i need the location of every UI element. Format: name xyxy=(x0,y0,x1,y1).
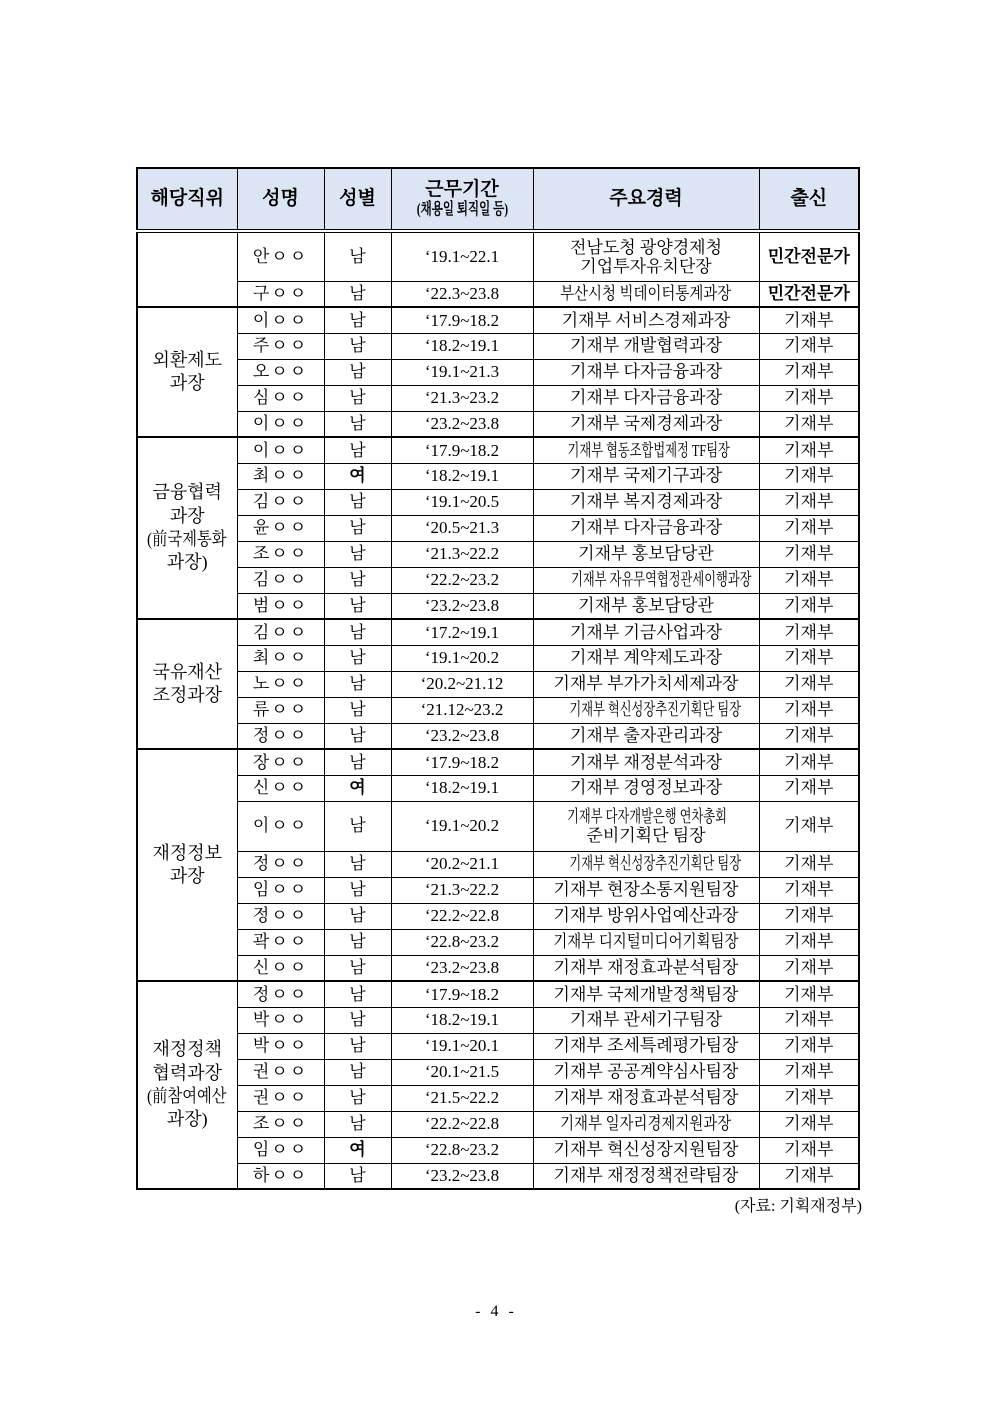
period-cell: ‘23.2~23.8 xyxy=(391,411,533,437)
gender-cell: 남 xyxy=(324,231,391,281)
name-cell: 류ㅇㅇ xyxy=(237,697,324,723)
position-line: 재정정책 xyxy=(152,1039,223,1060)
origin-cell: 기재부 xyxy=(759,697,859,723)
career-line: 기재부 국제개발정책팀장 xyxy=(553,984,739,1004)
name-cell: 노ㅇㅇ xyxy=(237,671,324,697)
career-cell xyxy=(533,437,759,463)
table-row xyxy=(137,1085,859,1111)
origin-cell: 기재부 xyxy=(759,955,859,981)
period-cell: ‘18.2~19.1 xyxy=(391,775,533,801)
career-cell xyxy=(533,231,759,281)
gender-cell: 여 xyxy=(324,775,391,801)
origin-cell: 기재부 xyxy=(759,749,859,775)
gender-cell: 남 xyxy=(324,437,391,463)
period-cell: ‘21.3~22.2 xyxy=(391,541,533,567)
table-row xyxy=(137,645,859,671)
table-row xyxy=(137,437,859,463)
period-cell: ‘17.9~18.2 xyxy=(391,437,533,463)
origin-cell: 기재부 xyxy=(759,671,859,697)
name-cell: 이ㅇㅇ xyxy=(237,437,324,463)
career-line: 기재부 관세기구팀장 xyxy=(569,1010,723,1030)
position-line: 국유재산 xyxy=(152,661,223,682)
period-cell: ‘18.2~19.1 xyxy=(391,1007,533,1033)
name-cell: 구ㅇㅇ xyxy=(237,281,324,307)
career-line: 기재부 국제기구과장 xyxy=(569,466,723,486)
name-cell: 최ㅇㅇ xyxy=(237,463,324,489)
origin-cell: 기재부 xyxy=(759,1033,859,1059)
table-row xyxy=(137,1111,859,1137)
career-table xyxy=(136,167,860,1190)
period-cell: ‘22.8~23.2 xyxy=(391,929,533,955)
gender-cell: 여 xyxy=(324,463,391,489)
period-cell: ‘23.2~23.8 xyxy=(391,955,533,981)
period-cell: ‘18.2~19.1 xyxy=(391,463,533,489)
origin-cell: 기재부 xyxy=(759,1137,859,1163)
position-cell xyxy=(137,231,237,307)
origin-cell: 기재부 xyxy=(759,645,859,671)
gender-cell: 남 xyxy=(324,515,391,541)
career-cell xyxy=(533,359,759,385)
career-line: 기재부 홍보담당관 xyxy=(578,544,714,564)
table-row xyxy=(137,775,859,801)
career-cell xyxy=(533,775,759,801)
career-table-wrap xyxy=(136,167,858,1190)
career-cell xyxy=(533,1033,759,1059)
table-row xyxy=(137,489,859,515)
name-cell: 박ㅇㅇ xyxy=(237,1033,324,1059)
period-cell: ‘17.9~18.2 xyxy=(391,307,533,333)
career-cell xyxy=(533,567,759,593)
career-line: 기재부 자유무역협정관세이행과장 xyxy=(570,570,752,590)
table-body xyxy=(137,231,859,1189)
table-row xyxy=(137,851,859,877)
career-cell xyxy=(533,851,759,877)
period-cell: ‘20.2~21.12 xyxy=(391,671,533,697)
table-row xyxy=(137,231,859,281)
period-cell: ‘17.9~18.2 xyxy=(391,981,533,1007)
career-line: 기재부 경영정보과장 xyxy=(569,778,723,798)
name-cell: 정ㅇㅇ xyxy=(237,903,324,929)
career-line: 기재부 홍보담당관 xyxy=(578,596,714,616)
header-cell xyxy=(324,168,391,231)
table-row xyxy=(137,955,859,981)
period-cell: ‘19.1~21.3 xyxy=(391,359,533,385)
position-line: 과장 xyxy=(169,505,205,526)
career-line: 기재부 부가가치세제과장 xyxy=(553,674,739,694)
name-cell: 조ㅇㅇ xyxy=(237,1111,324,1137)
gender-cell: 남 xyxy=(324,359,391,385)
gender-cell: 남 xyxy=(324,1033,391,1059)
career-cell xyxy=(533,1059,759,1085)
origin-cell: 기재부 xyxy=(759,463,859,489)
name-cell: 정ㅇㅇ xyxy=(237,723,324,749)
period-cell: ‘19.1~20.2 xyxy=(391,645,533,671)
origin-cell: 기재부 xyxy=(759,411,859,437)
career-cell xyxy=(533,697,759,723)
origin-cell: 기재부 xyxy=(759,593,859,619)
period-cell: ‘19.1~20.2 xyxy=(391,801,533,851)
name-cell: 곽ㅇㅇ xyxy=(237,929,324,955)
gender-cell: 남 xyxy=(324,903,391,929)
table-row xyxy=(137,567,859,593)
period-cell: ‘20.2~21.1 xyxy=(391,851,533,877)
table-header xyxy=(137,168,859,231)
period-cell: ‘20.5~21.3 xyxy=(391,515,533,541)
career-cell xyxy=(533,903,759,929)
origin-cell: 기재부 xyxy=(759,489,859,515)
career-line: 기재부 서비스경제과장 xyxy=(561,310,731,330)
period-cell: ‘23.2~23.8 xyxy=(391,723,533,749)
origin-cell: 기재부 xyxy=(759,333,859,359)
origin-cell: 기재부 xyxy=(759,801,859,851)
name-cell: 김ㅇㅇ xyxy=(237,619,324,645)
table-row xyxy=(137,333,859,359)
origin-cell: 기재부 xyxy=(759,515,859,541)
career-cell xyxy=(533,645,759,671)
period-cell: ‘21.3~23.2 xyxy=(391,385,533,411)
period-cell: ‘17.2~19.1 xyxy=(391,619,533,645)
career-line: 기재부 재정분석과장 xyxy=(569,752,723,772)
period-cell: ‘19.1~22.1 xyxy=(391,231,533,281)
career-cell xyxy=(533,307,759,333)
header-cell xyxy=(237,168,324,231)
gender-cell: 남 xyxy=(324,697,391,723)
gender-cell: 남 xyxy=(324,801,391,851)
table-row xyxy=(137,877,859,903)
career-cell xyxy=(533,1007,759,1033)
career-line: 기재부 다자금융과장 xyxy=(569,362,723,382)
period-cell: ‘20.1~21.5 xyxy=(391,1059,533,1085)
gender-cell: 남 xyxy=(324,593,391,619)
position-line: 조정과장 xyxy=(152,685,223,705)
table-row xyxy=(137,593,859,619)
origin-cell: 기재부 xyxy=(759,1163,859,1189)
career-cell xyxy=(533,619,759,645)
origin-cell: 기재부 xyxy=(759,1059,859,1085)
career-cell xyxy=(533,801,759,851)
table-row xyxy=(137,1059,859,1085)
position-cell xyxy=(137,749,237,981)
career-cell xyxy=(533,593,759,619)
name-cell: 안ㅇㅇ xyxy=(237,231,324,281)
career-line: 전남도청 광양경제청 xyxy=(569,237,723,257)
career-line: 기재부 기금사업과장 xyxy=(569,622,723,642)
header-label: 성별 xyxy=(339,188,376,210)
origin-cell: 민간전문가 xyxy=(759,231,859,281)
table-row xyxy=(137,981,859,1007)
period-cell: ‘22.8~23.2 xyxy=(391,1137,533,1163)
name-cell: 오ㅇㅇ xyxy=(237,359,324,385)
name-cell: 최ㅇㅇ xyxy=(237,645,324,671)
table-row xyxy=(137,515,859,541)
origin-cell: 기재부 xyxy=(759,1085,859,1111)
origin-cell: 기재부 xyxy=(759,851,859,877)
gender-cell: 남 xyxy=(324,489,391,515)
gender-cell: 남 xyxy=(324,385,391,411)
table-row xyxy=(137,1033,859,1059)
table-row xyxy=(137,1007,859,1033)
gender-cell: 남 xyxy=(324,1085,391,1111)
career-line: 기재부 재정효과분석팀장 xyxy=(553,958,739,978)
name-cell: 박ㅇㅇ xyxy=(237,1007,324,1033)
name-cell: 이ㅇㅇ xyxy=(237,411,324,437)
name-cell: 하ㅇㅇ xyxy=(237,1163,324,1189)
career-cell xyxy=(533,489,759,515)
career-cell xyxy=(533,515,759,541)
origin-cell: 기재부 xyxy=(759,723,859,749)
gender-cell: 남 xyxy=(324,955,391,981)
period-cell: ‘22.2~22.8 xyxy=(391,903,533,929)
career-cell xyxy=(533,1163,759,1189)
career-line: 기업투자유치단장 xyxy=(580,256,712,276)
position-line: 과장) xyxy=(166,1109,208,1130)
header-sublabel: (채용일 퇴직일 등) xyxy=(416,201,508,219)
table-row xyxy=(137,411,859,437)
table-row xyxy=(137,359,859,385)
gender-cell: 남 xyxy=(324,877,391,903)
period-cell: ‘22.2~23.2 xyxy=(391,567,533,593)
career-line: 기재부 개발협력과장 xyxy=(569,336,723,356)
position-cell xyxy=(137,981,237,1189)
name-cell: 장ㅇㅇ xyxy=(237,749,324,775)
origin-cell: 기재부 xyxy=(759,619,859,645)
header-label: 해당직위 xyxy=(150,188,224,210)
name-cell: 심ㅇㅇ xyxy=(237,385,324,411)
table-row xyxy=(137,1163,859,1189)
table-row xyxy=(137,307,859,333)
gender-cell: 남 xyxy=(324,851,391,877)
period-cell: ‘23.2~23.8 xyxy=(391,593,533,619)
gender-cell: 남 xyxy=(324,333,391,359)
career-cell xyxy=(533,671,759,697)
career-cell xyxy=(533,1111,759,1137)
table-row xyxy=(137,903,859,929)
header-cell xyxy=(137,168,237,231)
gender-cell: 남 xyxy=(324,723,391,749)
origin-cell: 기재부 xyxy=(759,385,859,411)
career-line: 기재부 현장소통지원팀장 xyxy=(553,880,739,900)
career-cell xyxy=(533,877,759,903)
gender-cell: 남 xyxy=(324,307,391,333)
career-line: 기재부 복지경제과장 xyxy=(569,492,723,512)
career-line: 기재부 방위사업예산과장 xyxy=(553,906,739,926)
table-row xyxy=(137,697,859,723)
career-line: 기재부 다자개발은행 연차총회 xyxy=(566,806,727,826)
gender-cell: 남 xyxy=(324,619,391,645)
career-cell xyxy=(533,333,759,359)
header-row xyxy=(137,168,859,231)
origin-cell: 기재부 xyxy=(759,775,859,801)
origin-cell: 기재부 xyxy=(759,1111,859,1137)
position-line: 금융협력 xyxy=(152,482,223,503)
gender-cell: 남 xyxy=(324,1007,391,1033)
name-cell: 김ㅇㅇ xyxy=(237,489,324,515)
period-cell: ‘17.9~18.2 xyxy=(391,749,533,775)
period-cell: ‘21.3~22.2 xyxy=(391,877,533,903)
gender-cell: 남 xyxy=(324,981,391,1007)
career-cell xyxy=(533,929,759,955)
career-line: 기재부 공공계약심사팀장 xyxy=(553,1062,739,1082)
origin-cell: 기재부 xyxy=(759,981,859,1007)
career-line: 준비기획단 팀장 xyxy=(586,826,706,845)
position-line: 과장 xyxy=(169,866,205,886)
career-line: 기재부 재정효과분석팀장 xyxy=(553,1088,739,1108)
period-cell: ‘19.1~20.5 xyxy=(391,489,533,515)
origin-cell: 기재부 xyxy=(759,437,859,463)
career-cell xyxy=(533,1085,759,1111)
gender-cell: 남 xyxy=(324,1163,391,1189)
header-label: 근무기간 xyxy=(425,178,499,200)
period-cell: ‘21.12~23.2 xyxy=(391,697,533,723)
table-row xyxy=(137,463,859,489)
position-line: 재정정보 xyxy=(152,842,223,863)
gender-cell: 남 xyxy=(324,749,391,775)
career-line: 부산시청 빅데이터통계과장 xyxy=(560,284,732,304)
period-cell: ‘22.2~22.8 xyxy=(391,1111,533,1137)
career-cell xyxy=(533,723,759,749)
period-cell: ‘22.3~23.8 xyxy=(391,281,533,307)
gender-cell: 남 xyxy=(324,411,391,437)
period-cell: ‘23.2~23.8 xyxy=(391,1163,533,1189)
name-cell: 신ㅇㅇ xyxy=(237,775,324,801)
career-line: 기재부 일자리경제지원과장 xyxy=(560,1114,732,1134)
table-row xyxy=(137,929,859,955)
career-line: 기재부 다자금융과장 xyxy=(569,518,723,538)
origin-cell: 기재부 xyxy=(759,1007,859,1033)
table-row xyxy=(137,801,859,851)
name-cell: 범ㅇㅇ xyxy=(237,593,324,619)
origin-cell: 기재부 xyxy=(759,903,859,929)
position-cell xyxy=(137,307,237,437)
name-cell: 주ㅇㅇ xyxy=(237,333,324,359)
position-line: (前참여예산 xyxy=(147,1086,227,1106)
career-cell xyxy=(533,981,759,1007)
gender-cell: 남 xyxy=(324,567,391,593)
career-line: 기재부 혁신성장지원팀장 xyxy=(553,1140,739,1160)
header-label: 출신 xyxy=(790,188,828,210)
gender-cell: 남 xyxy=(324,671,391,697)
gender-cell: 남 xyxy=(324,281,391,307)
origin-cell: 기재부 xyxy=(759,307,859,333)
name-cell: 조ㅇㅇ xyxy=(237,541,324,567)
name-cell: 정ㅇㅇ xyxy=(237,851,324,877)
career-line: 기재부 계약제도과장 xyxy=(569,648,723,668)
career-line: 기재부 국제경제과장 xyxy=(569,414,723,434)
name-cell: 이ㅇㅇ xyxy=(237,801,324,851)
table-row xyxy=(137,671,859,697)
name-cell: 임ㅇㅇ xyxy=(237,1137,324,1163)
name-cell: 권ㅇㅇ xyxy=(237,1059,324,1085)
header-cell xyxy=(391,168,533,231)
career-cell xyxy=(533,411,759,437)
origin-cell: 기재부 xyxy=(759,567,859,593)
period-cell: ‘18.2~19.1 xyxy=(391,333,533,359)
gender-cell: 남 xyxy=(324,1111,391,1137)
header-cell xyxy=(533,168,759,231)
header-cell xyxy=(759,168,859,231)
position-line: 과장) xyxy=(166,552,208,573)
career-line: 기재부 혁신성장추진기획단 팀장 xyxy=(568,854,741,874)
gender-cell: 남 xyxy=(324,541,391,567)
career-cell xyxy=(533,955,759,981)
name-cell: 윤ㅇㅇ xyxy=(237,515,324,541)
position-line: 과장 xyxy=(169,373,205,393)
origin-cell: 기재부 xyxy=(759,877,859,903)
table-row xyxy=(137,541,859,567)
name-cell: 권ㅇㅇ xyxy=(237,1085,324,1111)
career-line: 기재부 출자관리과장 xyxy=(569,726,723,746)
position-line: 협력과장 xyxy=(152,1062,223,1083)
header-label: 성명 xyxy=(262,188,299,210)
period-cell: ‘19.1~20.1 xyxy=(391,1033,533,1059)
table-row xyxy=(137,1137,859,1163)
name-cell: 임ㅇㅇ xyxy=(237,877,324,903)
table-row xyxy=(137,749,859,775)
table-row xyxy=(137,281,859,307)
career-cell xyxy=(533,1137,759,1163)
origin-cell: 기재부 xyxy=(759,359,859,385)
position-cell xyxy=(137,437,237,619)
career-line: 기재부 디지털미디어기획팀장 xyxy=(553,932,739,952)
career-cell xyxy=(533,541,759,567)
gender-cell: 여 xyxy=(324,1137,391,1163)
gender-cell: 남 xyxy=(324,1059,391,1085)
career-line: 기재부 재정정책전략팀장 xyxy=(553,1166,739,1186)
table-row xyxy=(137,385,859,411)
career-line: 기재부 협동조합법제정 TF팀장 xyxy=(567,440,730,460)
period-cell: ‘21.5~22.2 xyxy=(391,1085,533,1111)
table-row xyxy=(137,723,859,749)
table-row xyxy=(137,619,859,645)
career-line: 기재부 혁신성장추진기획단 팀장 xyxy=(568,700,741,720)
name-cell: 김ㅇㅇ xyxy=(237,567,324,593)
gender-cell: 남 xyxy=(324,645,391,671)
origin-cell: 민간전문가 xyxy=(759,281,859,307)
name-cell: 이ㅇㅇ xyxy=(237,307,324,333)
career-cell xyxy=(533,385,759,411)
career-cell xyxy=(533,749,759,775)
origin-cell: 기재부 xyxy=(759,541,859,567)
header-label: 주요경력 xyxy=(609,188,683,210)
name-cell: 정ㅇㅇ xyxy=(237,981,324,1007)
position-cell xyxy=(137,619,237,749)
career-cell xyxy=(533,463,759,489)
position-line: 외환제도 xyxy=(152,349,223,370)
position-line: (前국제통화 xyxy=(147,529,227,549)
name-cell: 신ㅇㅇ xyxy=(237,955,324,981)
career-cell xyxy=(533,281,759,307)
career-line: 기재부 다자금융과장 xyxy=(569,388,723,408)
source-note: (자료: 기획재정부) xyxy=(734,1198,862,1215)
origin-cell: 기재부 xyxy=(759,929,859,955)
career-line: 기재부 조세특례평가팀장 xyxy=(553,1036,739,1056)
gender-cell: 남 xyxy=(324,929,391,955)
page-number: - 4 - xyxy=(475,1303,517,1320)
